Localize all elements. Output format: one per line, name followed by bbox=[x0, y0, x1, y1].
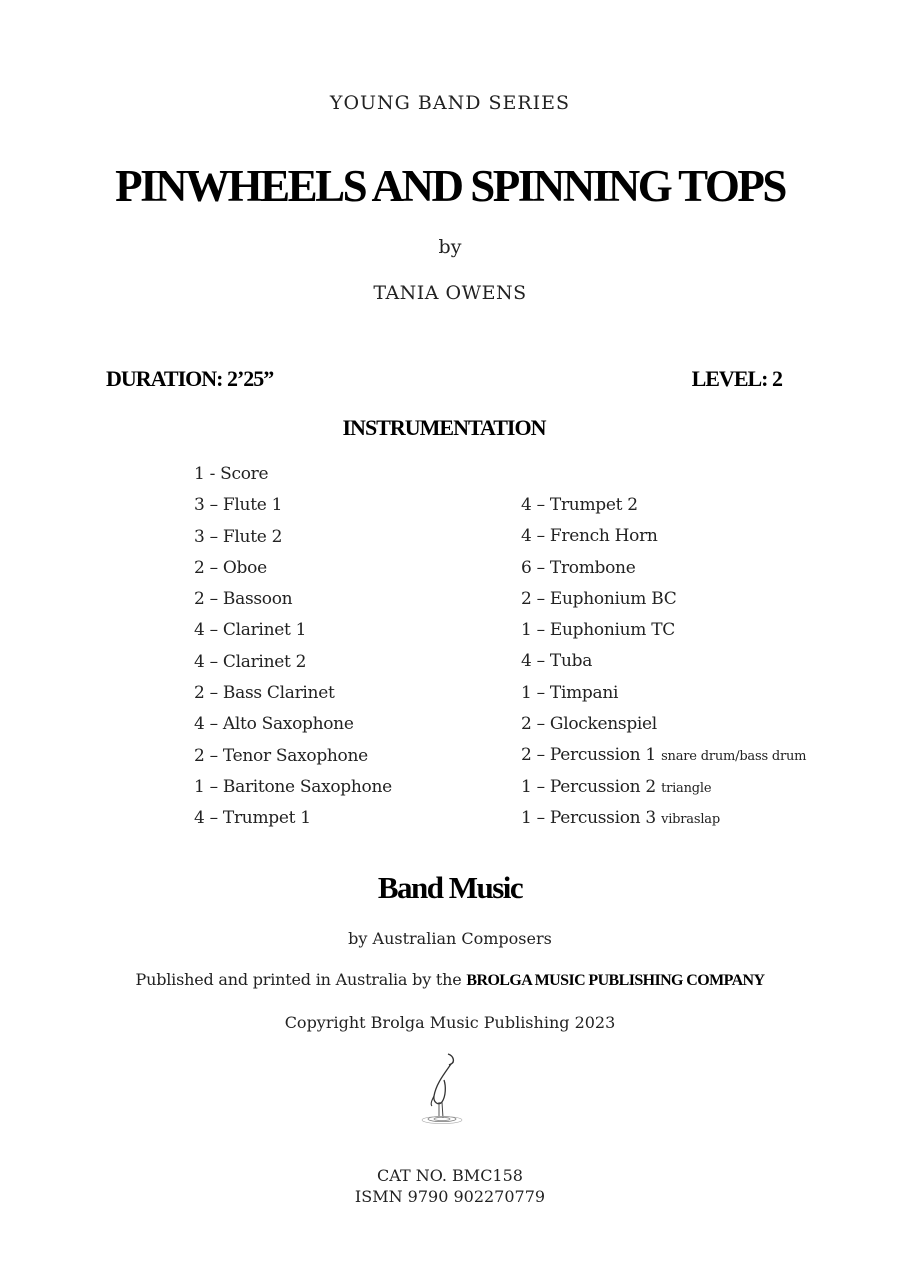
australian-composers-line: by Australian Composers bbox=[348, 929, 552, 948]
ismn-number: ISMN 9790 902270779 bbox=[354, 1187, 546, 1206]
composer-name: TANIA OWENS bbox=[373, 282, 527, 304]
list-item: 1 – Percussion 2 triangle bbox=[521, 776, 712, 797]
instrument-note: vibraslap bbox=[661, 811, 720, 827]
instrument-list-right bbox=[521, 490, 806, 834]
list-item: 2 – Glockenspiel bbox=[521, 714, 657, 735]
list-item: 4 – Trumpet 1 bbox=[194, 808, 311, 829]
by-line: by bbox=[438, 236, 462, 258]
list-item: 1 – Baritone Saxophone bbox=[194, 776, 392, 797]
instrument-note: snare drum/bass drum bbox=[661, 749, 807, 765]
list-item: 1 – Timpani bbox=[521, 682, 619, 703]
duration: DURATION: 2’25” bbox=[106, 366, 274, 391]
band-music-heading: Band Music bbox=[377, 870, 523, 905]
list-item: 4 – Clarinet 2 bbox=[194, 651, 307, 672]
list-item: 6 – Trombone bbox=[521, 557, 636, 578]
publisher-prefix: Published and printed in Australia by the bbox=[135, 970, 462, 989]
list-item: 4 – Tuba bbox=[521, 651, 593, 672]
publisher-line bbox=[0, 970, 900, 990]
list-item: 2 – Percussion 1 snare drum/bass drum bbox=[521, 745, 807, 766]
list-item: 2 – Euphonium BC bbox=[521, 588, 677, 609]
list-item: 1 – Euphonium TC bbox=[521, 620, 675, 641]
list-item: 3 – Flute 2 bbox=[194, 526, 283, 547]
list-item: 2 – Oboe bbox=[194, 557, 267, 578]
catalogue-info bbox=[0, 1165, 900, 1207]
instrumentation-heading: INSTRUMENTATION bbox=[342, 415, 546, 440]
list-item: 3 – Flute 1 bbox=[194, 495, 283, 516]
level: LEVEL: 2 bbox=[691, 366, 782, 391]
publisher-name: BROLGA MUSIC PUBLISHING COMPANY bbox=[466, 972, 765, 989]
series-title: YOUNG BAND SERIES bbox=[329, 92, 571, 114]
copyright-line: Copyright Brolga Music Publishing 2023 bbox=[284, 1013, 616, 1032]
list-item: 4 – French Horn bbox=[521, 526, 658, 547]
instrument-note: triangle bbox=[661, 780, 712, 796]
list-item: 2 – Tenor Saxophone bbox=[194, 745, 368, 766]
instrument-list-left bbox=[194, 459, 392, 835]
catalogue-number: CAT NO. BMC158 bbox=[377, 1166, 523, 1185]
list-item: 2 – Bass Clarinet bbox=[194, 683, 335, 704]
list-item: 1 - Score bbox=[194, 464, 269, 484]
list-item: 2 – Bassoon bbox=[194, 589, 293, 610]
brolga-bird-logo-icon bbox=[418, 1050, 470, 1128]
list-item: 4 – Trumpet 2 bbox=[521, 495, 638, 515]
list-item: 1 – Percussion 3 vibraslap bbox=[521, 807, 720, 828]
list-item: 4 – Clarinet 1 bbox=[194, 620, 307, 641]
list-item: 4 – Alto Saxophone bbox=[194, 714, 354, 735]
piece-title: PINWHEELS AND SPINNING TOPS bbox=[115, 161, 785, 211]
